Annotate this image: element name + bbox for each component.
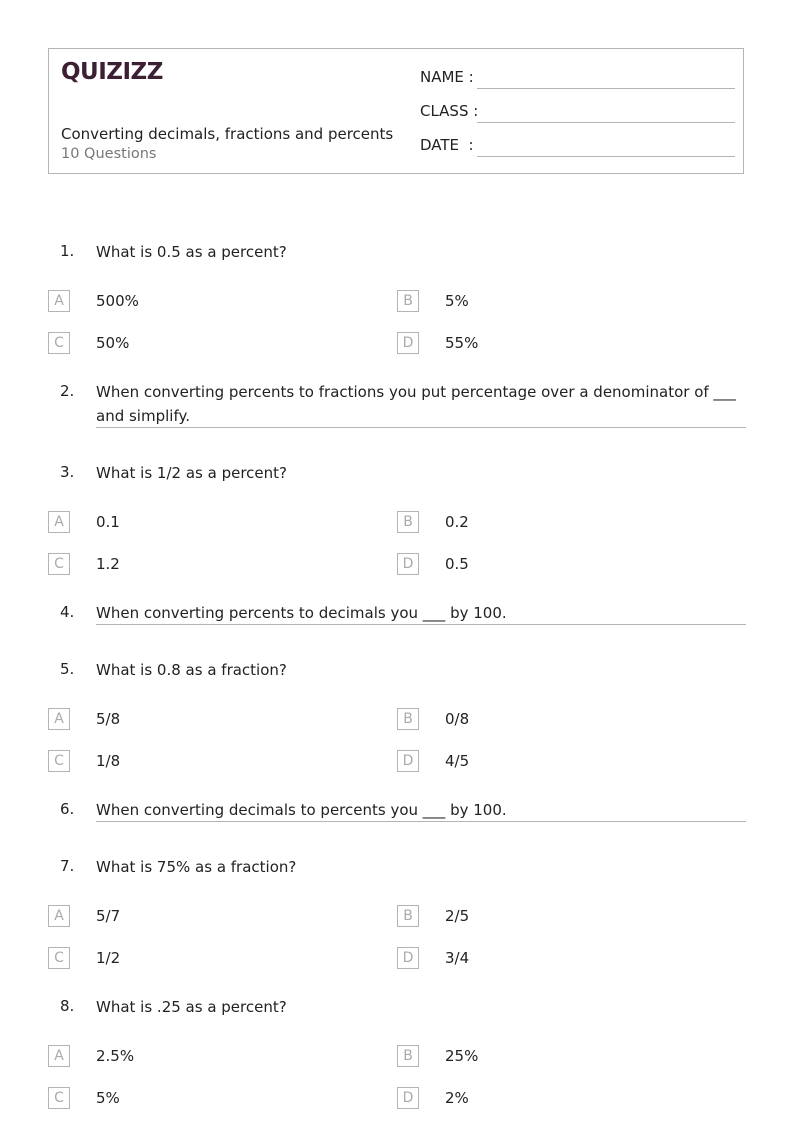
option-a-box[interactable]: A	[48, 905, 70, 927]
class-line	[477, 122, 735, 123]
option-b-box[interactable]: B	[397, 290, 419, 312]
date-field[interactable]	[420, 136, 735, 160]
option-a-box[interactable]: A	[48, 290, 70, 312]
question-text: When converting decimals to percents you ___ by 100.	[96, 801, 507, 819]
question-number: 8.	[60, 997, 75, 1015]
answer-line[interactable]	[96, 624, 746, 625]
question-text: What is .25 as a percent?	[96, 998, 287, 1016]
option-b-box[interactable]: B	[397, 1045, 419, 1067]
question-text: What is 0.8 as a fraction?	[96, 661, 287, 679]
question-text: When converting percents to fractions you put percentage over a denominator of ___ and simplify.	[96, 383, 736, 425]
option-d-box[interactable]: D	[397, 553, 419, 575]
question-number: 1.	[60, 242, 75, 260]
option-d-box[interactable]: D	[397, 750, 419, 772]
answer-line[interactable]	[96, 427, 746, 428]
option-a-text: 2.5%	[96, 1047, 135, 1065]
option-c-text: 5%	[96, 1089, 120, 1107]
quizizz-logo: QUIZIZZ	[61, 59, 163, 85]
option-c-text: 50%	[96, 334, 130, 352]
worksheet-header	[48, 48, 744, 174]
answer-line[interactable]	[96, 821, 746, 822]
question-number: 7.	[60, 857, 75, 875]
option-b-text: 5%	[445, 292, 469, 310]
option-d-text: 4/5	[445, 752, 470, 770]
date-label: DATE :	[420, 136, 474, 154]
question-number: 2.	[60, 382, 75, 400]
option-d-box[interactable]: D	[397, 1087, 419, 1109]
question-text: What is 75% as a fraction?	[96, 858, 297, 876]
name-line	[477, 88, 735, 89]
option-b-text: 0.2	[445, 513, 469, 531]
option-d-text: 2%	[445, 1089, 469, 1107]
option-b-box[interactable]: B	[397, 905, 419, 927]
option-a-box[interactable]: A	[48, 1045, 70, 1067]
name-field[interactable]	[420, 68, 735, 92]
question-number: 3.	[60, 463, 75, 481]
option-d-text: 55%	[445, 334, 479, 352]
question-count: 10 Questions	[61, 146, 157, 162]
option-d-box[interactable]: D	[397, 947, 419, 969]
option-a-text: 5/7	[96, 907, 121, 925]
option-b-box[interactable]: B	[397, 708, 419, 730]
worksheet-title: Converting decimals, fractions and percents	[61, 125, 394, 143]
option-d-box[interactable]: D	[397, 332, 419, 354]
question-text: What is 1/2 as a percent?	[96, 464, 287, 482]
name-label: NAME :	[420, 68, 474, 86]
option-b-text: 25%	[445, 1047, 479, 1065]
option-c-text: 1/2	[96, 949, 121, 967]
option-d-text: 0.5	[445, 555, 469, 573]
option-a-text: 5/8	[96, 710, 121, 728]
class-field[interactable]	[420, 102, 735, 126]
option-c-text: 1/8	[96, 752, 121, 770]
option-c-text: 1.2	[96, 555, 120, 573]
question-number: 5.	[60, 660, 75, 678]
date-line	[477, 156, 735, 157]
option-a-text: 500%	[96, 292, 139, 310]
class-label: CLASS :	[420, 102, 479, 120]
option-a-text: 0.1	[96, 513, 120, 531]
option-a-box[interactable]: A	[48, 511, 70, 533]
option-c-box[interactable]: C	[48, 1087, 70, 1109]
option-c-box[interactable]: C	[48, 332, 70, 354]
question-number: 6.	[60, 800, 75, 818]
option-c-box[interactable]: C	[48, 947, 70, 969]
option-b-text: 0/8	[445, 710, 470, 728]
option-b-box[interactable]: B	[397, 511, 419, 533]
question-number: 4.	[60, 603, 75, 621]
option-b-text: 2/5	[445, 907, 470, 925]
option-d-text: 3/4	[445, 949, 470, 967]
question-text: What is 0.5 as a percent?	[96, 243, 287, 261]
question-text: When converting percents to decimals you ___ by 100.	[96, 604, 507, 622]
option-c-box[interactable]: C	[48, 553, 70, 575]
option-c-box[interactable]: C	[48, 750, 70, 772]
option-a-box[interactable]: A	[48, 708, 70, 730]
